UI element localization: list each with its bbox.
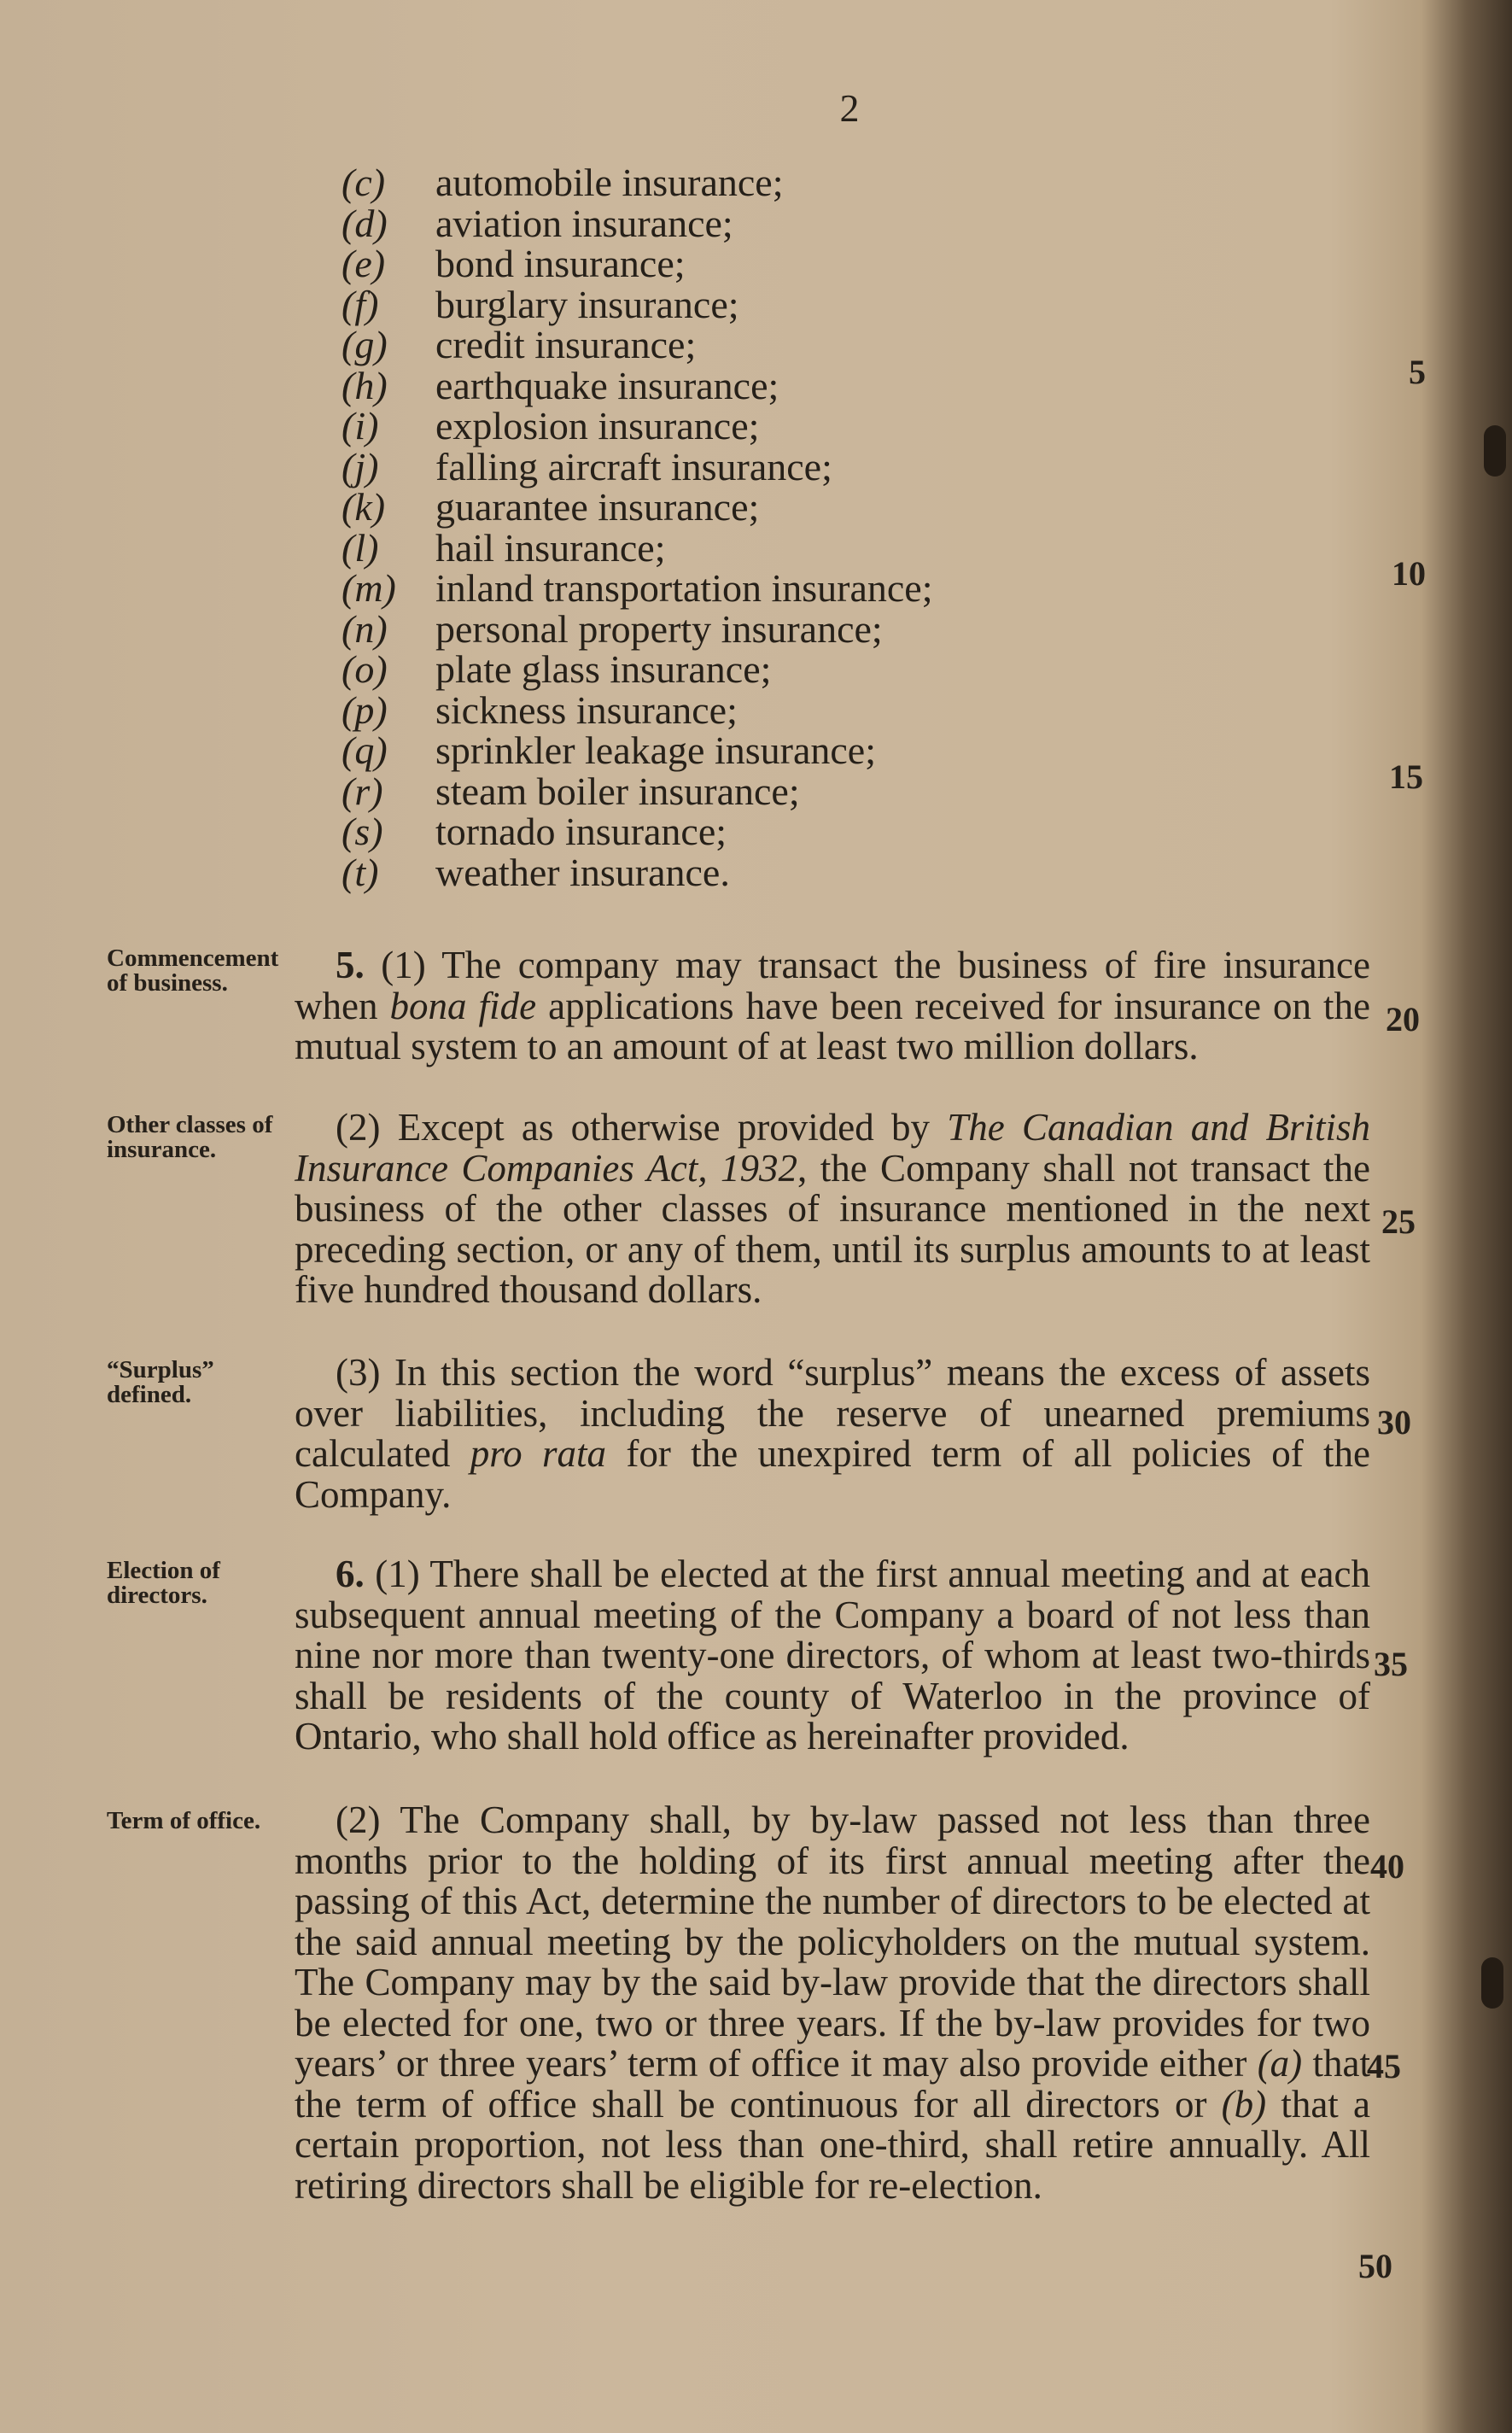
item-text: tornado insurance; (435, 810, 727, 853)
line-number: 5 (1409, 353, 1426, 391)
insurance-class-item (342, 444, 933, 488)
item-letter: (c) (342, 161, 386, 204)
insurance-class-item (342, 649, 933, 690)
item-letter: (n) (342, 606, 388, 651)
insurance-class-item (342, 162, 933, 203)
item-letter: (g) (342, 323, 388, 366)
item-letter: (h) (342, 363, 388, 407)
binding-hole (1484, 425, 1506, 477)
line-number: 35 (1374, 1645, 1408, 1683)
item-letter: (p) (342, 687, 388, 732)
item-letter: (i) (342, 404, 379, 447)
item-letter: (f) (342, 282, 379, 326)
margin-note-other-classes: Other classes of insurance. (107, 1111, 273, 1163)
section-6-subsection-1: 6. (1) There shall be elected at the first annual meeting and at each subsequent annual meeting of the Company a board of not less than nine nor more than twenty-one directors, of whom at least two-thirds shall be residents of the county of Waterloo in the province of Ontario, who shall hold office as hereinafter provided. (295, 1553, 1370, 1757)
insurance-class-item (342, 284, 933, 325)
item-text: plate glass insurance; (435, 647, 772, 691)
insurance-class-item (342, 487, 933, 528)
binding-hole (1481, 1957, 1503, 2009)
item-letter: (o) (342, 647, 388, 691)
insurance-class-item (342, 325, 933, 366)
line-number: 25 (1381, 1202, 1416, 1241)
page-number: 2 (839, 86, 860, 130)
insurance-class-item (342, 363, 933, 407)
item-text: weather insurance. (435, 850, 730, 894)
insurance-class-item (342, 730, 933, 771)
margin-note-surplus: “Surplus” defined. (107, 1356, 214, 1408)
item-text: inland transportation insurance; (435, 566, 933, 610)
item-letter: (d) (342, 201, 388, 245)
item-text: earthquake insurance; (435, 363, 779, 407)
item-text: hail insurance; (435, 525, 666, 570)
item-text: aviation insurance; (435, 201, 733, 245)
insurance-class-item (342, 525, 933, 570)
margin-note-term: Term of office. (107, 1807, 261, 1834)
item-text: bond insurance; (435, 242, 686, 285)
item-letter: (t) (342, 850, 379, 894)
margin-note-election: Election of directors. (107, 1557, 220, 1609)
insurance-class-item (342, 406, 933, 447)
section-5-subsection-3: (3) In this section the word “surplus” means the excess of assets over liabilities, including the reserve of unearned premiums calculated pro rata for the unexpired term of all policies of the Company. (295, 1351, 1371, 1516)
insurance-class-item (342, 811, 933, 852)
item-letter: (m) (342, 566, 396, 610)
item-text: burglary insurance; (435, 282, 739, 326)
line-number: 15 (1389, 757, 1423, 796)
item-letter: (e) (342, 242, 386, 285)
insurance-class-list (342, 162, 933, 892)
line-number: 40 (1370, 1847, 1404, 1886)
section-number: 5. (336, 944, 365, 986)
item-text: steam boiler insurance; (435, 769, 800, 813)
item-letter: (j) (342, 444, 379, 488)
item-letter: (k) (342, 485, 386, 529)
insurance-class-item (342, 852, 933, 893)
section-5-subsection-2: (2) Except as otherwise provided by The Canadian and British Insurance Companies Act, 1932, the Company shall not transact the business of the other classes of insurance mentioned in the next preceding section, or any of them, until its surplus amounts to at least five hundred thousand dollars. (295, 1106, 1371, 1311)
insurance-class-item (342, 771, 933, 812)
item-letter: (q) (342, 728, 388, 772)
item-text: automobile insurance; (435, 161, 784, 204)
item-letter: (l) (342, 525, 379, 570)
line-number: 10 (1392, 554, 1426, 593)
item-text: credit insurance; (435, 323, 697, 366)
line-number: 50 (1358, 2247, 1392, 2285)
insurance-class-item (342, 687, 933, 732)
insurance-class-item (342, 606, 933, 651)
item-letter: (r) (342, 769, 383, 813)
item-letter: (s) (342, 810, 383, 853)
item-text: sickness insurance; (435, 687, 738, 732)
item-text: personal property insurance; (435, 606, 883, 651)
margin-note-commencement: Commencement of business. (107, 945, 279, 997)
section-6-subsection-2: (2) The Company shall, by by-law passed not less than three months prior to the holding of its first annual meeting after the passing of this Act, determine the number of directors to be elected at the said annual meeting by the policyholders on the mutual system. The Company may by the said by-law provide that the directors shall be elected for one, two or three years. If the by-law provides for two years’ or three years’ term of office it may also provide either (a) that the term of office shall be continuous for all directors or (b) that a certain proportion, not less than one-third, shall retire annually. All retiring directors shall be eligible for re-election. (295, 1798, 1370, 2207)
section-number: 6. (336, 1553, 365, 1595)
insurance-class-item (342, 203, 933, 244)
insurance-class-item (342, 243, 933, 284)
section-5-subsection-1: 5. (1) The company may transact the business of fire insurance when bona fide applications have been received for insurance on the mutual system to an amount of at least two million dollars. (295, 944, 1371, 1067)
insurance-class-item (342, 568, 933, 609)
line-number: 45 (1367, 2047, 1401, 2085)
item-text: explosion insurance; (435, 404, 760, 447)
item-text: sprinkler leakage insurance; (435, 728, 876, 772)
line-number: 30 (1377, 1403, 1411, 1442)
item-text: guarantee insurance; (435, 485, 760, 529)
item-text: falling aircraft insurance; (435, 444, 832, 488)
line-number: 20 (1386, 1000, 1420, 1038)
